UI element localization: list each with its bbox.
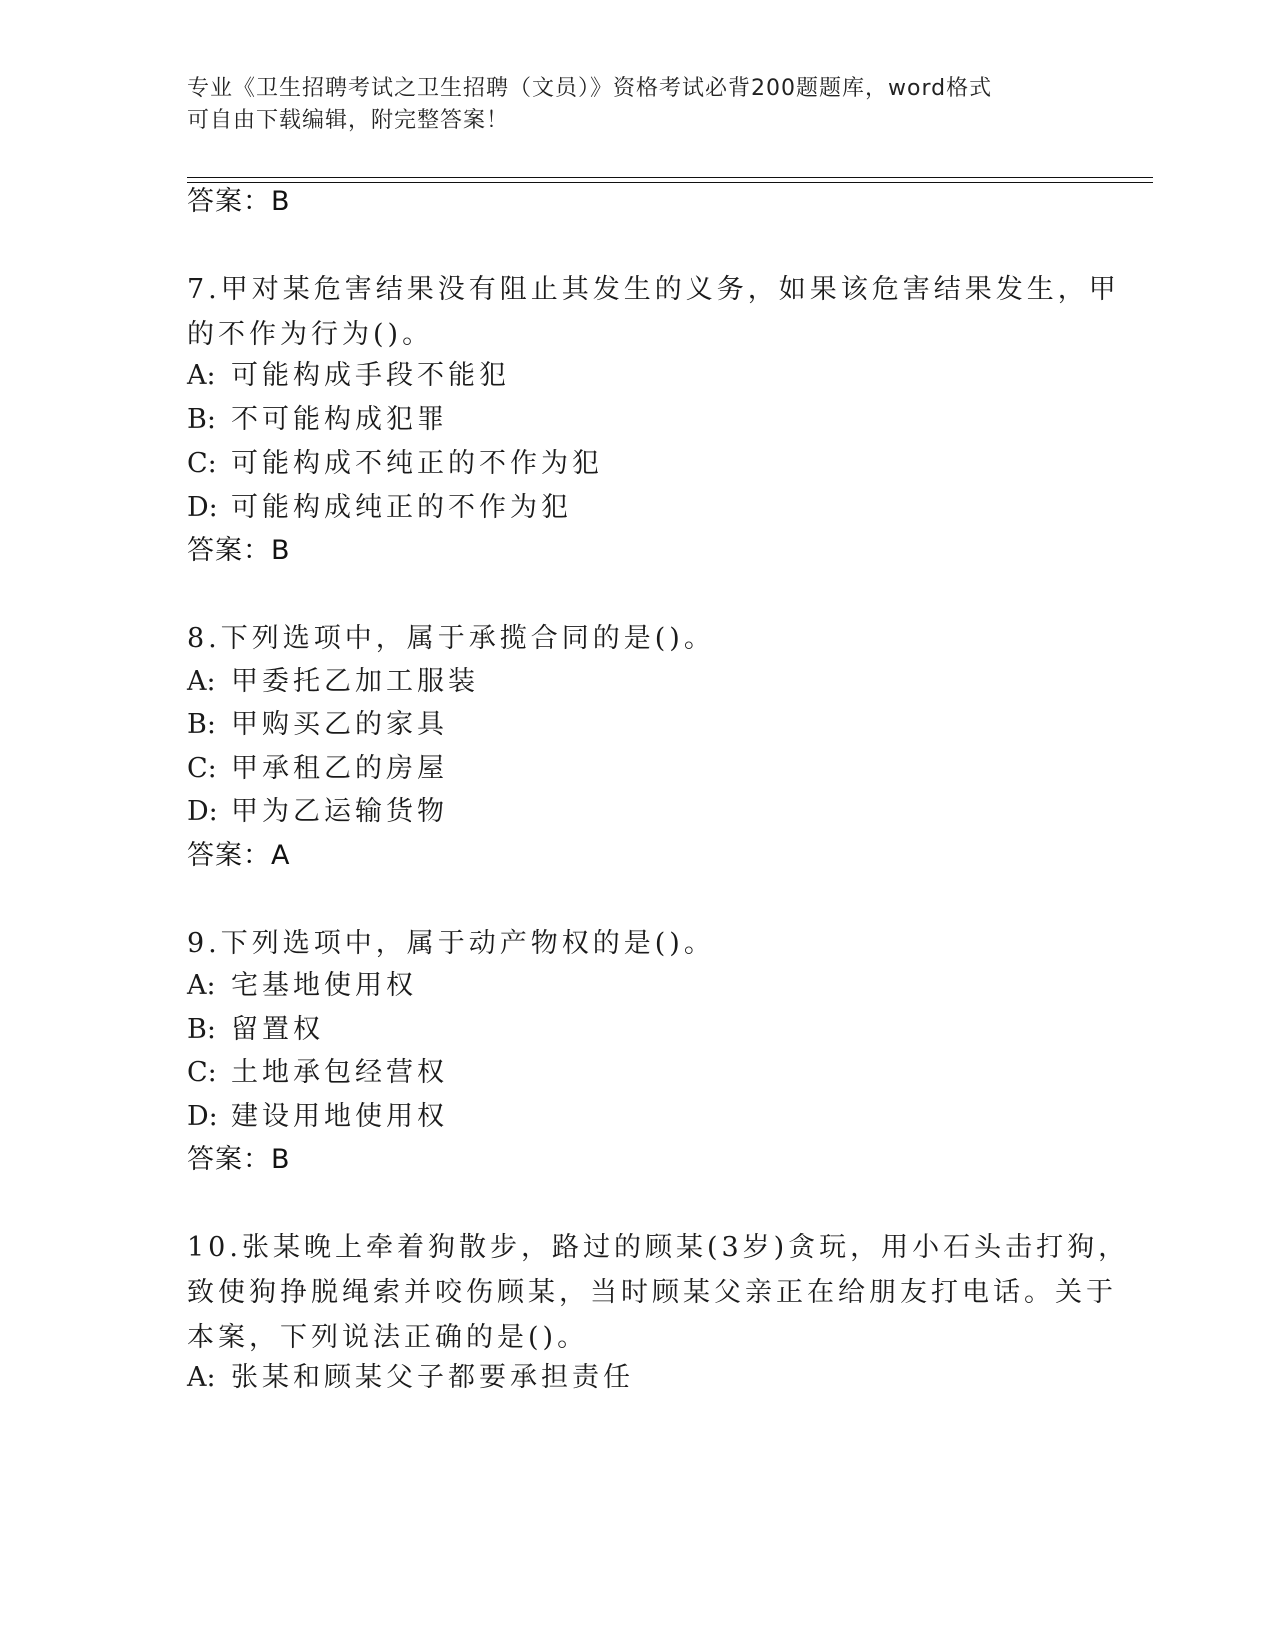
- question-stem-line: 10.张某晚上牵着狗散步，路过的顾某(3岁)贪玩，用小石头击打狗，: [187, 1232, 1130, 1263]
- option-text: 留置权: [231, 1014, 324, 1045]
- question-9-answer: 答案：B: [187, 1144, 291, 1175]
- question-7-option-d: [187, 490, 572, 526]
- question-stem-line: 本案，下列说法正确的是()。: [187, 1322, 589, 1353]
- question-9-option-c: [187, 1055, 448, 1091]
- option-key: C:: [187, 448, 217, 479]
- previous-answer: 答案：B: [187, 186, 291, 217]
- option-text: 宅基地使用权: [231, 970, 417, 1001]
- option-text: 张某和顾某父子都要承担责任: [231, 1362, 634, 1393]
- question-7-answer: 答案：B: [187, 535, 291, 566]
- option-key: C:: [187, 1057, 217, 1088]
- question-10-option-a: [187, 1360, 634, 1396]
- question-7-option-a: [187, 358, 510, 394]
- option-text: 土地承包经营权: [231, 1057, 448, 1088]
- header-title-line-1: 专业《卫生招聘考试之卫生招聘（文员）》资格考试必背200题题库，word格式: [187, 76, 993, 101]
- option-text: 可能构成手段不能犯: [231, 360, 510, 391]
- option-text: 建设用地使用权: [231, 1101, 448, 1132]
- option-key: A:: [187, 360, 216, 391]
- option-text: 可能构成纯正的不作为犯: [231, 492, 572, 523]
- question-9-option-d: [187, 1099, 448, 1135]
- header-title-line-2: 可自由下载编辑，附完整答案！: [187, 108, 510, 133]
- option-key: D:: [187, 1101, 218, 1132]
- question-8-option-c: [187, 751, 448, 787]
- question-stem-line: 的不作为行为()。: [187, 319, 434, 350]
- question-10-stem: [187, 1225, 1130, 1360]
- question-stem-line: 9.下列选项中，属于动产物权的是()。: [187, 928, 715, 959]
- option-key: C:: [187, 753, 217, 784]
- option-key: D:: [187, 796, 218, 827]
- question-8-answer: 答案：A: [187, 840, 291, 871]
- question-8-option-a: [187, 664, 479, 700]
- option-text: 不可能构成犯罪: [231, 404, 448, 435]
- option-key: A:: [187, 970, 216, 1001]
- option-key: A:: [187, 1362, 216, 1393]
- page-header: [187, 73, 1067, 137]
- option-text: 甲承租乙的房屋: [231, 753, 448, 784]
- question-7-option-c: [187, 446, 603, 482]
- question-8-stem: [187, 616, 1067, 661]
- question-8-option-d: [187, 794, 448, 830]
- option-text: 甲购买乙的家具: [231, 709, 448, 740]
- question-stem-line: 7.甲对某危害结果没有阻止其发生的义务，如果该危害结果发生，甲: [187, 274, 1120, 305]
- question-7-option-b: [187, 402, 448, 438]
- option-text: 甲为乙运输货物: [231, 796, 448, 827]
- option-key: B:: [187, 1014, 216, 1045]
- option-key: B:: [187, 709, 216, 740]
- question-9-option-b: [187, 1012, 324, 1048]
- question-7-stem: [187, 267, 1120, 357]
- header-divider-top: [187, 177, 1153, 178]
- option-key: A:: [187, 666, 216, 697]
- option-key: B:: [187, 404, 216, 435]
- header-divider-bottom: [187, 182, 1153, 183]
- option-text: 可能构成不纯正的不作为犯: [231, 448, 603, 479]
- question-stem-line: 致使狗挣脱绳索并咬伤顾某，当时顾某父亲正在给朋友打电话。关于: [187, 1277, 1117, 1308]
- option-key: D:: [187, 492, 218, 523]
- question-8-option-b: [187, 707, 448, 743]
- question-stem-line: 8.下列选项中，属于承揽合同的是()。: [187, 623, 715, 654]
- question-9-stem: [187, 921, 1067, 966]
- question-9-option-a: [187, 968, 417, 1004]
- option-text: 甲委托乙加工服装: [231, 666, 479, 697]
